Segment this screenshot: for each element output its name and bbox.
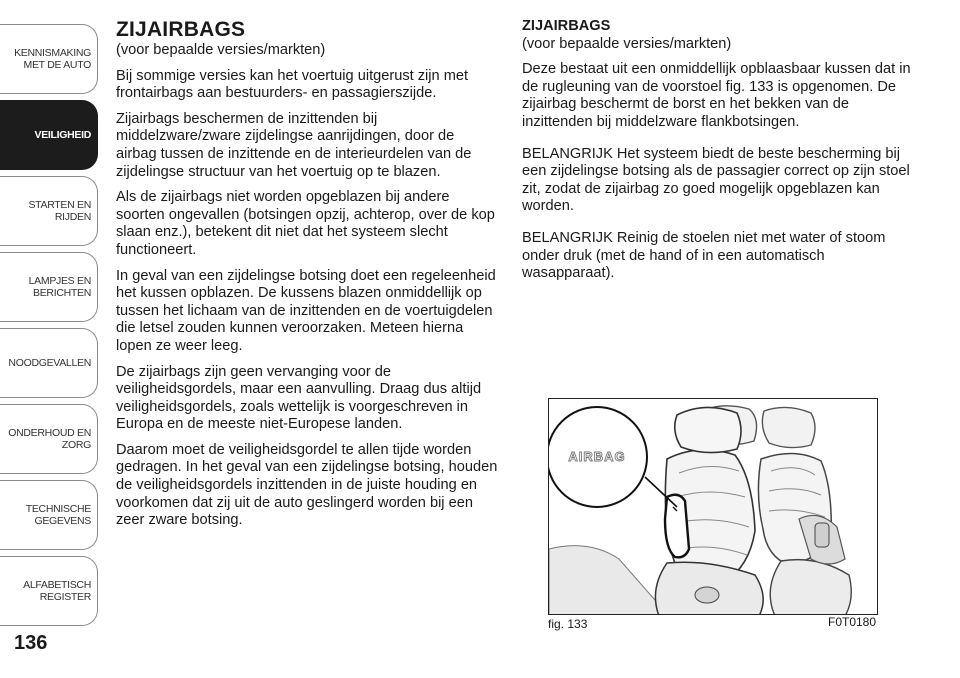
tab-alfabetisch-register[interactable] xyxy=(0,556,98,626)
paragraph: Als de zijairbags niet worden opgeblazen bij andere soorten ongevallen (botsingen opzij, achterop, over de kop slaan enz.), betekent dit niet dat het systeem slecht functioneert. xyxy=(116,189,495,258)
paragraph: Zijairbags beschermen de inzittenden bij middelzware/zware zijdelingse aanrijdingen, door de airbag tussen de inzittende en de interieurdelen van de zijdelingse structuur van het voertuig op te blazen. xyxy=(116,110,472,180)
tab-label-line1: NOODGEVALLEN xyxy=(8,357,91,369)
left-column xyxy=(116,18,498,538)
figure-code: F0T0180 xyxy=(828,615,877,629)
tab-lampjes-en-berichten[interactable] xyxy=(0,252,98,322)
seat-airbag-figure xyxy=(548,398,878,615)
section-title: ZIJAIRBAGS xyxy=(116,18,246,41)
figure-caption: fig. 133 xyxy=(548,617,588,631)
paragraph: BELANGRIJK Reinig de stoelen niet met water of stoom onder druk (met de hand of in een automatisch wasapparaat). xyxy=(522,229,886,282)
tab-veiligheid[interactable] xyxy=(0,100,98,170)
paragraph: BELANGRIJK Het systeem biedt de beste bescherming bij een zijdelingse botsing als de passagier correct op zijn stoel zit, zodat de zijairbag zo goed mogelijk opgeblazen kan worden. xyxy=(522,145,910,215)
section-subtitle: (voor bepaalde versies/markten) xyxy=(522,35,732,52)
paragraph: Daarom moet de veiligheidsgordel te allen tijde worden gedragen. In het geval van een zijdelingse botsing, houden de veiligheidsgordels inzittenden in de juiste houding en voorkomen dat zij uit de auto geslingerd worden bij een zeer zware botsing. xyxy=(116,441,498,529)
tab-starten-en-rijden[interactable] xyxy=(0,176,98,246)
right-column xyxy=(522,18,912,297)
tab-label-line2: GEGEVENS xyxy=(34,515,91,527)
tab-onderhoud-en-zorg[interactable] xyxy=(0,404,98,474)
paragraph: De zijairbags zijn geen vervanging voor de veiligheidsgordels, maar een aanvulling. Draag dus altijd veiligheidsgordels, zoals wettelijk is voorgeschreven in Europa en de meeste niet-Europese landen. xyxy=(116,363,482,433)
section-heading: ZIJAIRBAGS xyxy=(522,18,611,34)
tab-label-line2: MET DE AUTO xyxy=(23,59,91,71)
tab-label-line2: ZORG xyxy=(61,439,91,451)
tab-technische-gegevens[interactable] xyxy=(0,480,98,550)
tab-label-line1: ONDERHOUD EN xyxy=(8,427,91,439)
tab-label-line1: TECHNISCHE xyxy=(25,503,91,515)
tab-noodgevallen[interactable] xyxy=(0,328,98,398)
airbag-label: AIRBAG xyxy=(568,449,626,464)
tab-label-line1: VEILIGHEID xyxy=(34,129,91,141)
section-subtitle: (voor bepaalde versies/markten) xyxy=(116,42,326,58)
tab-kennismaking[interactable] xyxy=(0,24,98,94)
seat-illustration xyxy=(549,399,878,615)
tab-label-line1: ALFABETISCH xyxy=(23,579,91,591)
paragraph: In geval van een zijdelingse botsing doet een regeleenheid het kussen opblazen. De kussens blazen onmiddellijk op tussen het lichaam van de inzittenden en de voertuigdelen die letsel zouden kunnen veroorzaken. Meteen hierna lopen ze weer leeg. xyxy=(116,267,496,354)
page-number: 136 xyxy=(14,632,48,654)
tab-label-line2: BERICHTEN xyxy=(33,287,91,299)
tab-label-line1: LAMPJES EN xyxy=(28,275,91,287)
paragraph: Deze bestaat uit een onmiddellijk opblaasbaar kussen dat in de rugleuning van de voorstoel fig. 133 is opgenomen. De zijairbag beschermt de borst en het bekken van de inzittenden bij middelzware flankbotsingen. xyxy=(522,61,911,130)
tab-label-line1: STARTEN EN RIJDEN xyxy=(28,199,91,223)
tab-label-line1: KENNISMAKING xyxy=(14,47,91,59)
paragraph: Bij sommige versies kan het voertuig uitgerust zijn met frontairbags aan bestuurders- en passagierszijde. xyxy=(116,67,469,102)
tab-label-line2: REGISTER xyxy=(39,591,91,603)
